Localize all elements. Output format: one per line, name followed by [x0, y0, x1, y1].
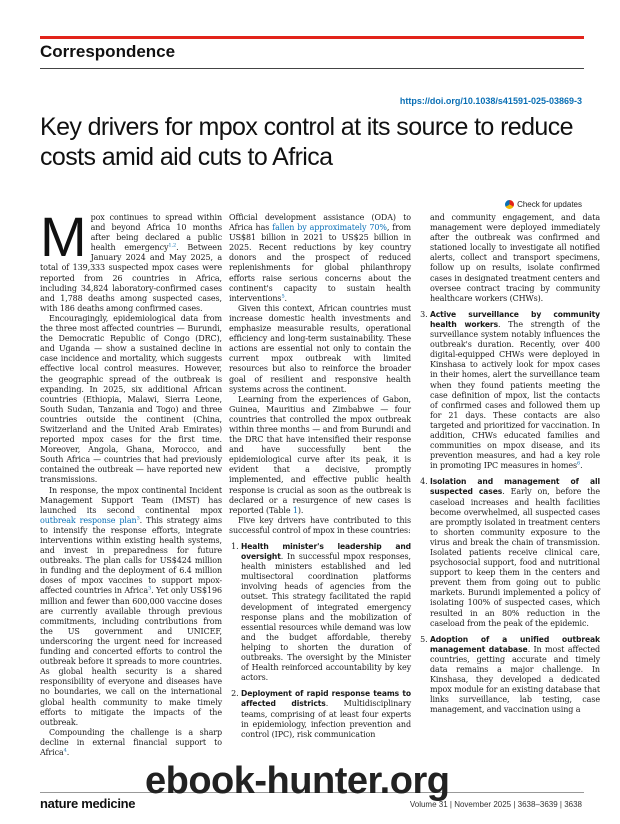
- watermark: ebook-hunter.org: [145, 760, 450, 802]
- list-item: 2. Deployment of rapid response teams to affected districts. Multidisciplinary teams, comprising of at least four experts in epidemiology, infection prevention and control (IPC), risk communication: [241, 689, 411, 739]
- column-2: [229, 213, 411, 746]
- paragraph: Compounding the challenge is a sharp decline in external financial support to Africa$^4$.: [40, 727, 222, 757]
- list-item: 1. Health minister's leadership and oversight. In successful mpox responses, health ministers established and led multisectoral coordination platforms involving heads of agencies from the outset. This strategy facilitated the rapid development of integrated emergency response plans and the mobilization of essential resources while demand was low and the budget affordable, thereby helping to shorten the duration of outbreaks. The oversight by the Minister of Health reinforced accountability by key actors.: [241, 542, 411, 683]
- paragraph: Encouragingly, epidemiological data from the three most affected countries — Burundi, the Democratic Republic of Congo (DRC), and Uganda — show a sustained decline in case incidence and mortality, which suggests effective local control measures. However, the geographic spread of the outbreak is expanding. In 2025, six additional African countries (Ethiopia, Malawi, Sierra Leone, South Sudan, Tanzania and Togo) and three countries outside the continent (China, Switzerland and the United Arab Emirates) reported mpox cases for the first time. Moreover, Angola, Ghana, Morocco, and South Africa — countries that had previously contained the outbreak — have reported new transmissions.: [40, 313, 222, 485]
- top-accent-rule: [40, 36, 584, 39]
- paragraph: Official development assistance (ODA) to Africa has fallen by approximately 70%, from US$81 billion in 2021 to US$25 billion in 2025. Recent reductions by key country donors and the prospect of reduced replenishments for global philanthropy efforts raise serious concerns about the continent's capacity to sustain health interventions$^5$.: [229, 213, 411, 303]
- paragraph: Five key drivers have contributed to this successful control of mpox in these countries:: [229, 515, 411, 535]
- reference-link[interactable]: 3: [136, 515, 140, 522]
- check-updates-button[interactable]: [505, 200, 582, 209]
- paragraph: Given this context, African countries must increase domestic health investments and emphasize measurable results, operational efficiency and long-term sustainability. These actions are essential not only to contain the current mpox outbreak with limited resources but also to reinforce the broader goal of resilient and responsive health systems across the continent.: [229, 303, 411, 394]
- oda-link[interactable]: fallen by approximately 70%: [272, 223, 387, 233]
- page-citation: Volume 31 | November 2025 | 3638–3639 | 3638: [409, 800, 582, 809]
- reference-link[interactable]: 6: [577, 460, 581, 467]
- check-updates-label: Check for updates: [517, 200, 582, 209]
- reference-link[interactable]: 5: [281, 293, 285, 300]
- journal-logo: nature medicine: [40, 796, 136, 811]
- list-item: 5. Adoption of a unified outbreak management database. In most affected countries, getting accurate and timely data remains a major challenge. In Kinshasa, they developed a dedicated mpox module for an existing database that links surveillance, lab testing, case management, and vaccination using a: [430, 635, 600, 716]
- list-item: 3. Active surveillance by community health workers. The strength of the surveillance system notably influences the outbreak's duration. Recently, over 400 digital-equipped CHWs were deployed in Kinshasa to actively look for mpox cases in their homes, alert the surveillance team when they found patients meeting the case definition of mpox, list the contacts of confirmed cases and followed them up for 21 days. These contacts are also targeted and prioritized for vaccination. In addition, CHWs educated families and communities on mpox disease, and its prevention measures, and had a key role in promoting IPC measures in homes$^6$.: [430, 310, 600, 472]
- paragraph: Mpox continues to spread within and beyond Africa 10 months after being declared a public health emergency$^{1,2}$. Between January 2024 and May 2025, a total of 139,333 suspected mpox cases were reported from 26 countries in Africa, including 34,824 laboratory-confirmed cases and 1,788 deaths among suspected cases, with 186 deaths among confirmed cases.: [40, 205, 222, 313]
- reference-link[interactable]: 3: [148, 585, 152, 592]
- column-1: [40, 205, 222, 758]
- table-link[interactable]: 1: [292, 505, 298, 515]
- column-3: [418, 213, 600, 722]
- header-divider: [40, 68, 584, 69]
- paragraph: Learning from the experiences of Gabon, Guinea, Mauritius and Zimbabwe — four countries that controlled the mpox outbreak within three months — and from Burundi and the DRC that have intensified their response and have successfully bent the epidemiological curve after its peak, it is evident that a decisive, promptly implemented, and effective public health response is crucial as soon as the outbreak is declared or a resurgence of new cases is reported (Table 1).: [229, 394, 411, 515]
- doi-link[interactable]: https://doi.org/10.1038/s41591-025-03869-3: [399, 96, 582, 106]
- check-updates-icon: [505, 200, 514, 209]
- paragraph: and community engagement, and data management were deployed immediately after the outbreak was confirmed and stationed locally to investigate all notified alerts, collect and transport specimens, follow up on results, isolate confirmed cases in designated treatment centers and oversee contract tracing by community healthcare workers (CHWs).: [430, 213, 600, 303]
- reference-link[interactable]: 4: [63, 747, 67, 754]
- article-title: Key drivers for mpox control at its source to reduce costs amid aid cuts to Africa: [40, 113, 573, 171]
- section-label: Correspondence: [40, 42, 176, 61]
- paragraph: In response, the mpox continental Incident Management Support Team (IMST) has launched its second continental mpox outbreak response plan$^3$. This strategy aims to intensify the response efforts, integrate interventions within existing health systems, and invest in preparedness for future outbreaks. The plan calls for US$424 million in funding and the deployment of 6.4 million doses of mpox vaccines to support mpox-affected countries in Africa$^3$. Yet only US$196 million and fewer than 600,000 vaccine doses are currently available through previous commitments, including contributions from the US government and UNICEF, underscoring the urgent need for increased funding and concerted efforts to control the outbreak before it spreads to more countries. As global health security is a shared responsibility of everyone and diseases have no boundaries, we call on the international global health community to make timely efforts to mitigate the impacts of the outbreak.: [40, 485, 222, 727]
- drop-cap: M: [40, 205, 87, 268]
- response-plan-link[interactable]: outbreak response plan: [40, 515, 137, 525]
- list-item: 4. Isolation and management of all suspected cases. Early on, before the caseload increases and health facilities become overwhelmed, all suspected cases are promptly isolated in treatment centers to shorten community exposure to the virus and break the chain of transmission. Isolated patients receive clinical care, psychosocial support, food and nutritional support to keep them in the centers and prevent them from going out to public markets. Burundi implemented a policy of isolating 100% of suspected cases, which resulted in an 80% reduction in the caseload from the peak of the epidemic.: [430, 477, 600, 628]
- drivers-list: [229, 542, 411, 740]
- drivers-list-continued: [418, 310, 600, 716]
- reference-link[interactable]: 1,2: [168, 242, 177, 249]
